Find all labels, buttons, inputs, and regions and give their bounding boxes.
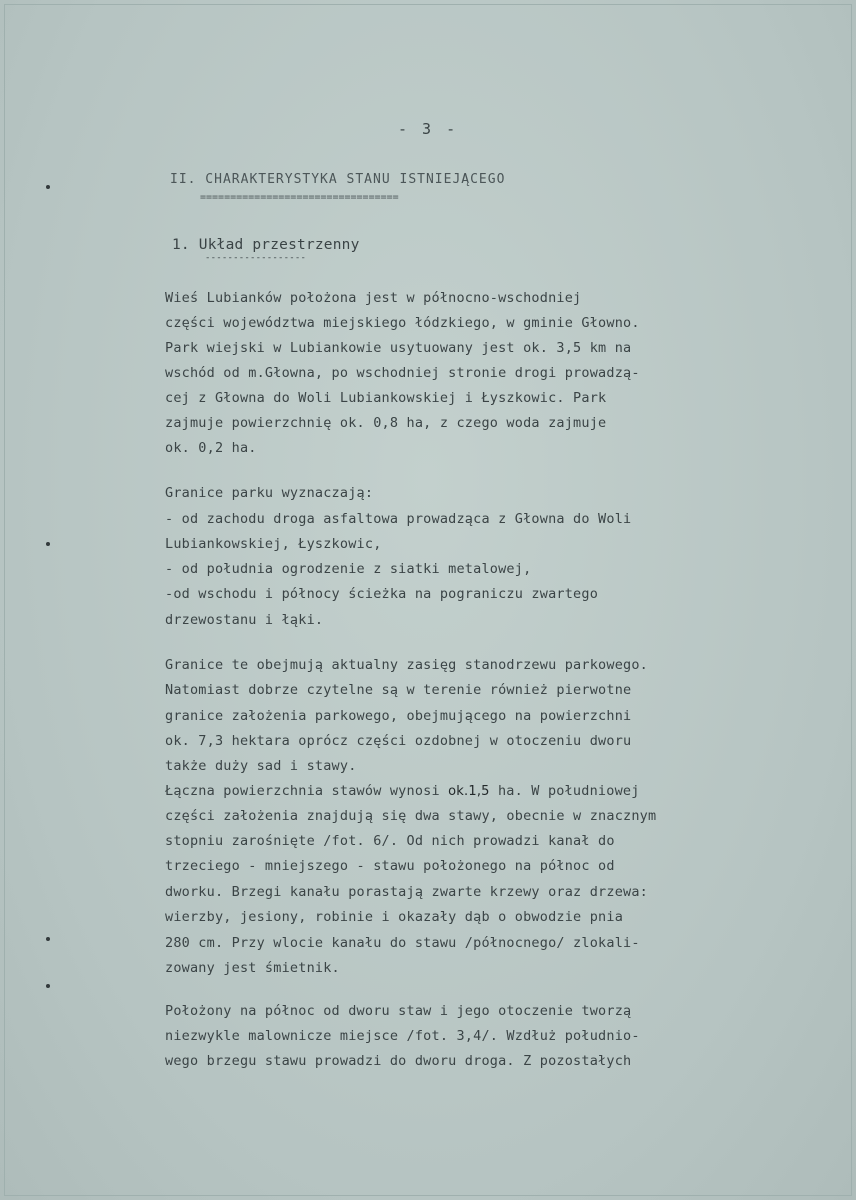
subheading-underline: ------------------ bbox=[205, 253, 307, 263]
heading-double-underline: ================================= bbox=[200, 192, 399, 203]
text-line: wschód od m.Głowna, po wschodniej stronie drogi prowadzą- bbox=[165, 365, 640, 381]
text-line: 280 cm. Przy wlocie kanału do stawu /północnego/ zlokali- bbox=[165, 935, 640, 951]
list-item: drzewostanu i łąki. bbox=[165, 612, 324, 628]
section-heading: II. CHARAKTERYSTYKA STANU ISTNIEJĄCEGO bbox=[170, 172, 506, 187]
text-line: Granice te obejmują aktualny zasięg stanodrzewu parkowego. bbox=[165, 657, 649, 673]
binder-hole-mark bbox=[46, 984, 50, 988]
text-line: Granice parku wyznaczają: bbox=[165, 485, 374, 501]
text-line: Park wiejski w Lubiankowie usytuowany jest ok. 3,5 km na bbox=[165, 340, 632, 356]
text-line: części województwa miejskiego łódzkiego, w gminie Głowno. bbox=[165, 315, 640, 331]
text-line: Natomiast dobrze czytelne są w terenie również pierwotne bbox=[165, 682, 632, 698]
list-item: - od południa ogrodzenie z siatki metalowej, bbox=[165, 561, 532, 577]
binder-hole-mark bbox=[46, 185, 50, 189]
binder-hole-mark bbox=[46, 542, 50, 546]
text-line: trzeciego - mniejszego - stawu położonego na północ od bbox=[165, 858, 615, 874]
list-item: -od wschodu i północy ścieżka na pograniczu zwartego bbox=[165, 586, 599, 602]
handwritten-correction: ok.1,5 bbox=[448, 784, 490, 799]
text-line: zowany jest śmietnik. bbox=[165, 960, 340, 976]
text-line: Położony na północ od dworu staw i jego otoczenie tworzą bbox=[165, 1003, 632, 1019]
text-line: ok. 7,3 hektara oprócz części ozdobnej w otoczeniu dworu bbox=[165, 733, 632, 749]
text-line bbox=[165, 783, 640, 799]
subheading: 1. Układ przestrzenny bbox=[172, 237, 360, 253]
text-line: stopniu zarośnięte /fot. 6/. Od nich prowadzi kanał do bbox=[165, 833, 615, 849]
text-line: wego brzegu stawu prowadzi do dworu droga. Z pozostałych bbox=[165, 1053, 632, 1069]
text-line: zajmuje powierzchnię ok. 0,8 ha, z czego woda zajmuje bbox=[165, 415, 607, 431]
text-segment: ha. W południowej bbox=[489, 783, 640, 799]
list-item: Lubiankowskiej, Łyszkowic, bbox=[165, 536, 382, 552]
text-line: granice założenia parkowego, obejmującego na powierzchni bbox=[165, 708, 632, 724]
text-line: cej z Głowna do Woli Lubiankowskiej i Łyszkowic. Park bbox=[165, 390, 607, 406]
text-segment: Łączna powierzchnia stawów wynosi bbox=[165, 783, 449, 799]
page-number: - 3 - bbox=[398, 120, 459, 138]
binder-hole-mark bbox=[46, 937, 50, 941]
text-line: niezwykle malownicze miejsce /fot. 3,4/. Wzdłuż południo- bbox=[165, 1028, 640, 1044]
text-line: części założenia znajdują się dwa stawy, obecnie w znacznym bbox=[165, 808, 657, 824]
text-line: wierzby, jesiony, robinie i okazały dąb o obwodzie pnia bbox=[165, 909, 624, 925]
text-line: także duży sad i stawy. bbox=[165, 758, 357, 774]
text-line: Wieś Lubianków położona jest w północno-wschodniej bbox=[165, 290, 582, 306]
text-line: ok. 0,2 ha. bbox=[165, 440, 257, 456]
text-line: dworku. Brzegi kanału porastają zwarte krzewy oraz drzewa: bbox=[165, 884, 649, 900]
list-item: - od zachodu droga asfaltowa prowadząca z Głowna do Woli bbox=[165, 511, 632, 527]
